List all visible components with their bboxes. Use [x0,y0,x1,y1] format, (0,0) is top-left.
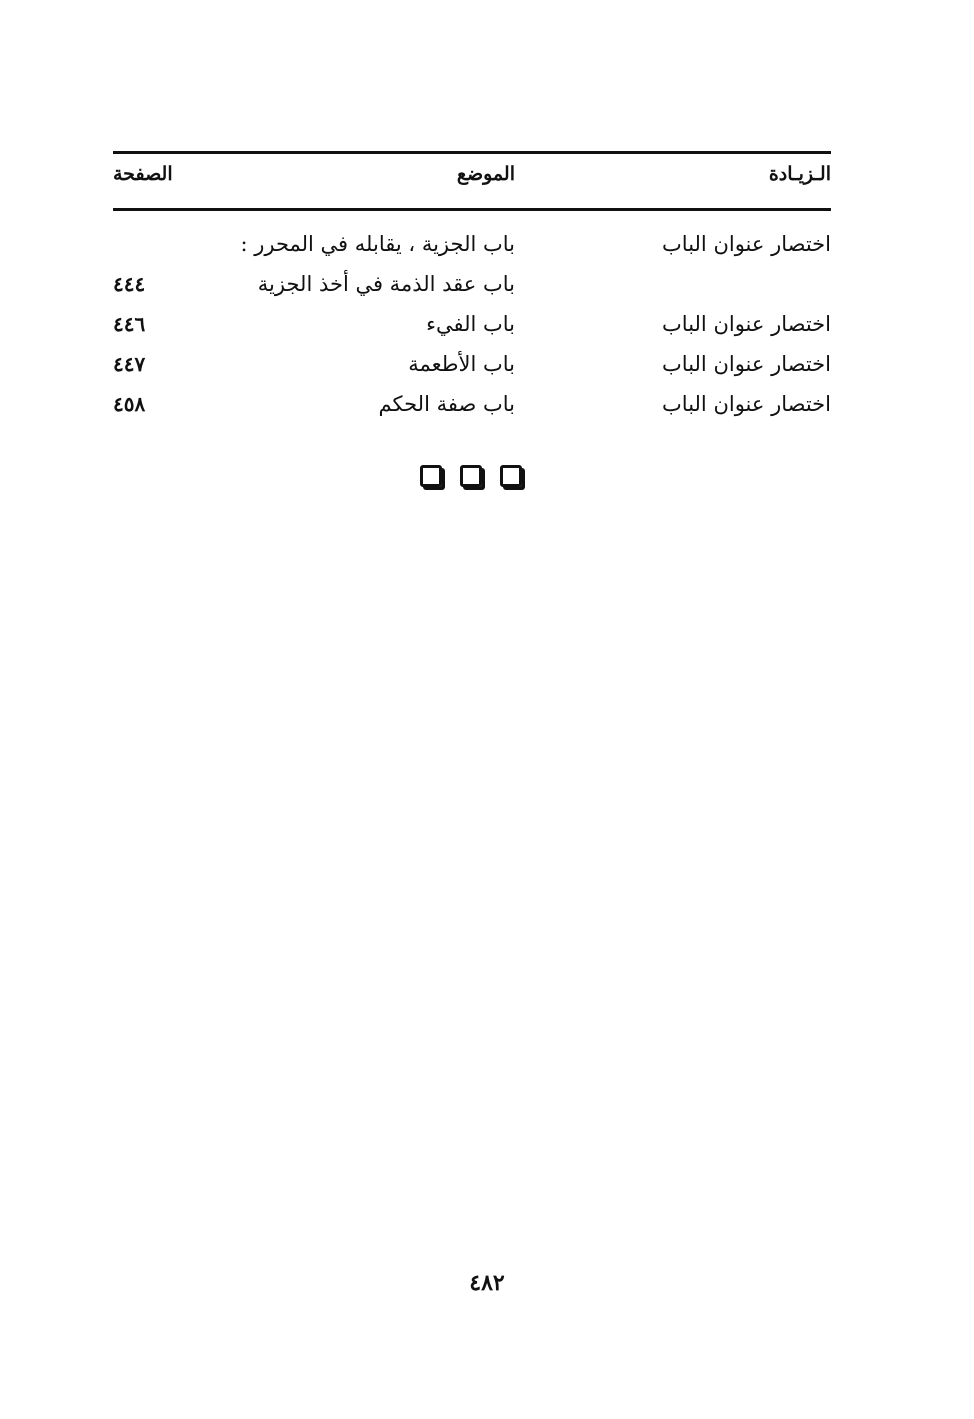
row-location: باب الجزية ، يقابله في المحرر : [240,232,515,256]
row-page: ٤٥٨ [113,392,146,416]
table-row [113,304,831,344]
table-top-rule [113,151,831,154]
row-addition: اختصار عنوان الباب [662,232,831,256]
row-location: باب الأطعمة [408,352,515,376]
table-row [113,344,831,384]
row-addition: اختصار عنوان الباب [662,392,831,416]
table-row [113,264,831,304]
header-page: الصفحة [113,163,173,185]
row-page: ٤٤٦ [113,312,146,336]
page-number: ٤٨٢ [469,1270,505,1296]
square-box-icon [500,465,522,487]
row-addition: اختصار عنوان الباب [662,352,831,376]
header-addition: الـزيـادة [768,163,831,185]
table-header-rule [113,208,831,211]
table-row [113,384,831,424]
square-box-icon [420,465,442,487]
table-row [113,224,831,264]
header-location: الموضع [456,163,515,185]
row-location: باب عقد الذمة في أخذ الجزية [257,272,515,296]
section-end-ornament-icon [420,465,530,495]
row-page: ٤٤٧ [113,352,146,376]
square-box-icon [460,465,482,487]
row-addition: اختصار عنوان الباب [662,312,831,336]
row-location: باب الفيء [426,312,515,336]
row-location: باب صفة الحكم [378,392,515,416]
table-header [113,156,831,204]
row-page: ٤٤٤ [113,272,146,296]
